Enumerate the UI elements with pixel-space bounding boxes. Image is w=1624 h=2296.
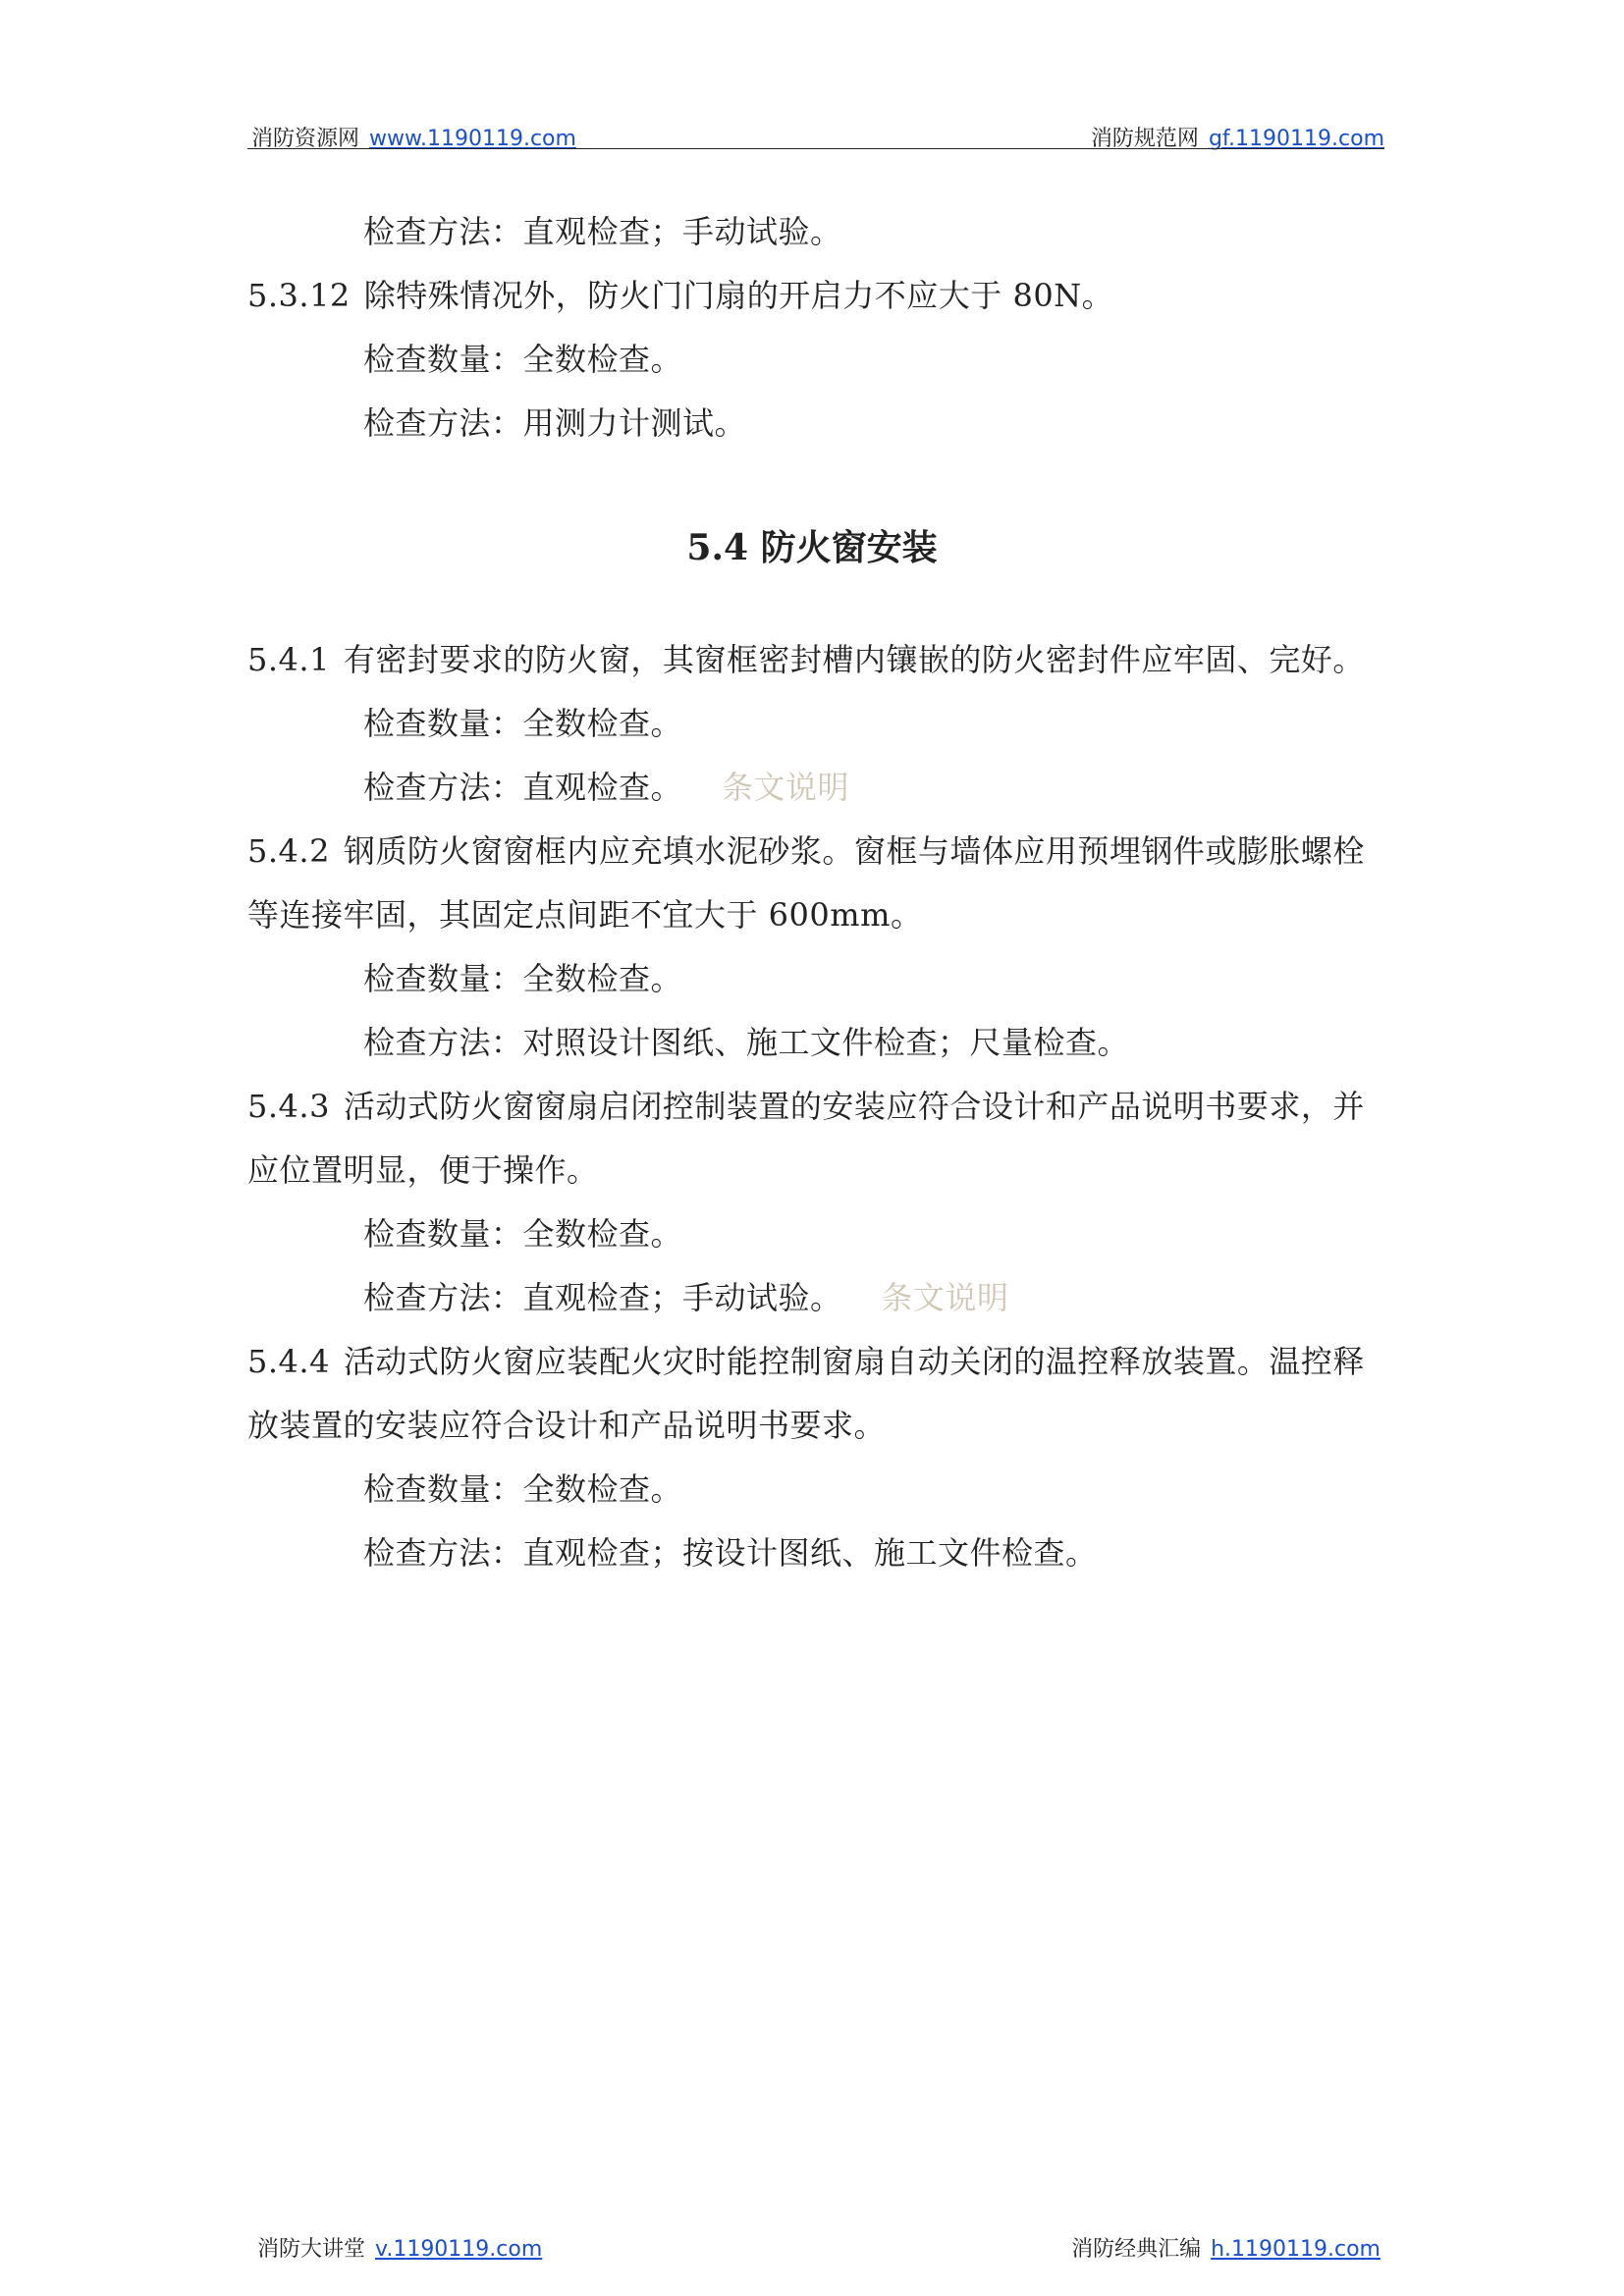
header-left-label: 消防资源网 (251, 127, 360, 151)
footer-left (257, 2232, 542, 2263)
clause-5-4-1 (247, 640, 1365, 679)
clause-5-4-3 (247, 1087, 1365, 1126)
clause-text: 活动式防火窗窗扇启闭控制装置的安装应符合设计和产品说明书要求，并 (343, 1088, 1365, 1125)
footer-left-label: 消防大讲堂 (257, 2237, 366, 2262)
clause-text: 钢质防火窗窗框内应充填水泥砂浆。窗框与墙体应用预埋钢件或膨胀螺栓 (343, 832, 1365, 870)
method-text: 检查方法：直观检查。 (363, 769, 683, 806)
clause-text: 有密封要求的防火窗，其窗框密封槽内镶嵌的防火密封件应牢固、完好。 (343, 641, 1365, 678)
clause-number: 5.4.4 (247, 1343, 330, 1380)
footer-left-link[interactable]: v.1190119.com (375, 2237, 543, 2262)
clause-text: 除特殊情况外，防火门门扇的开启力不应大于 80N。 (363, 277, 1114, 314)
body-line (363, 768, 849, 807)
body-line: 检查方法：直观检查；按设计图纸、施工文件检查。 (363, 1534, 1098, 1572)
body-line: 检查数量：全数检查。 (363, 705, 683, 742)
footer-right-label: 消防经典汇编 (1071, 2237, 1202, 2262)
body-line: 检查数量：全数检查。 (363, 1470, 683, 1508)
body-line: 检查方法：用测力计测试。 (363, 404, 747, 442)
section-title: 5.4 防火窗安装 (686, 527, 938, 568)
header-right-label: 消防规范网 (1090, 127, 1199, 151)
clause-5-3-12 (247, 276, 1113, 315)
body-line: 检查方法：对照设计图纸、施工文件检查；尺量检查。 (363, 1024, 1130, 1061)
clause-number: 5.4.1 (247, 641, 330, 678)
clause-continuation: 等连接牢固，其固定点间距不宜大于 600mm。 (247, 896, 923, 934)
footer-right (1071, 2232, 1380, 2263)
header-right-link[interactable]: gf.1190119.com (1208, 127, 1384, 151)
body-line: 检查方法：直观检查；手动试验。 (363, 213, 842, 250)
clause-number: 5.3.12 (247, 277, 351, 314)
clause-continuation: 应位置明显，便于操作。 (247, 1151, 599, 1189)
header-divider (247, 148, 1384, 149)
clause-text: 活动式防火窗应装配火灾时能控制窗扇自动关闭的温控释放装置。温控释 (343, 1343, 1365, 1380)
explanation-link[interactable]: 条文说明 (881, 1279, 1009, 1316)
clause-number: 5.4.3 (247, 1088, 330, 1125)
clause-5-4-2 (247, 831, 1365, 871)
clause-continuation: 放装置的安装应符合设计和产品说明书要求。 (247, 1407, 887, 1444)
body-line: 检查数量：全数检查。 (363, 960, 683, 997)
method-text: 检查方法：直观检查；手动试验。 (363, 1279, 842, 1316)
header-left-link[interactable]: www.1190119.com (369, 127, 576, 151)
clause-number: 5.4.2 (247, 832, 330, 870)
footer-right-link[interactable]: h.1190119.com (1211, 2237, 1380, 2262)
body-line: 检查数量：全数检查。 (363, 341, 683, 378)
explanation-link[interactable]: 条文说明 (722, 769, 850, 806)
body-line: 检查数量：全数检查。 (363, 1215, 683, 1253)
body-line (363, 1278, 1009, 1317)
clause-5-4-4 (247, 1342, 1365, 1381)
